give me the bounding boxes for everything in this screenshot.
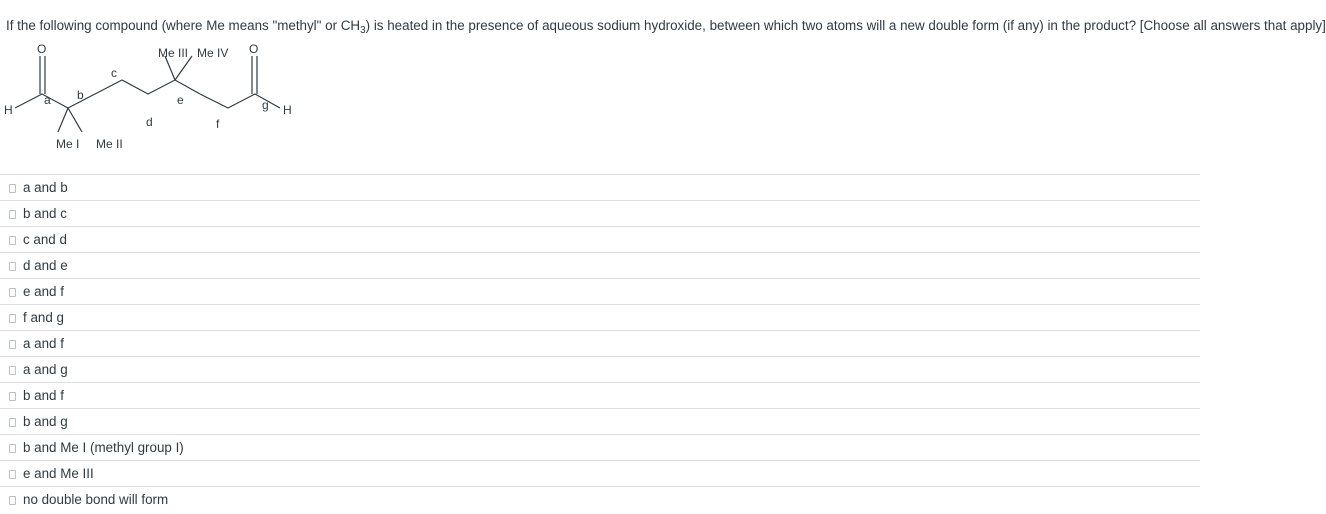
methyl-1-label: Me I — [56, 137, 80, 151]
answer-option[interactable] — [0, 252, 1200, 278]
answer-option[interactable] — [0, 226, 1200, 252]
checkbox-icon[interactable] — [9, 496, 16, 505]
carbon-chain-left — [15, 80, 200, 108]
answer-label[interactable]: b and c — [23, 206, 67, 221]
atom-d-label: d — [146, 115, 153, 129]
oxygen-left-label: O — [37, 42, 47, 56]
atom-e-label: e — [177, 93, 184, 107]
answer-label[interactable]: no double bond will form — [23, 492, 169, 507]
atom-f-label: f — [216, 117, 220, 131]
checkbox-icon[interactable] — [9, 236, 16, 245]
checkbox-icon[interactable] — [9, 470, 16, 479]
methyl-bond-me-1 — [58, 108, 68, 132]
answer-option[interactable] — [0, 460, 1200, 486]
answer-label[interactable]: b and Me I (methyl group I) — [23, 440, 184, 455]
methyl-3-label: Me III — [158, 46, 189, 60]
answer-option[interactable] — [0, 304, 1200, 330]
answer-label[interactable]: d and e — [23, 258, 68, 273]
answer-list — [0, 174, 1200, 512]
answer-label[interactable]: e and f — [23, 284, 64, 299]
compound-structure — [0, 40, 310, 160]
question-subscript: 3 — [360, 25, 366, 36]
answer-option[interactable] — [0, 200, 1200, 226]
atom-c-label: c — [111, 66, 117, 80]
checkbox-icon[interactable] — [9, 444, 16, 453]
checkbox-icon[interactable] — [9, 262, 16, 271]
methyl-bond-me-2 — [68, 108, 82, 132]
answer-option[interactable] — [0, 356, 1200, 382]
checkbox-icon[interactable] — [9, 366, 16, 375]
answer-option[interactable] — [0, 486, 1200, 512]
answer-label[interactable]: b and f — [23, 388, 64, 403]
checkbox-icon[interactable] — [9, 314, 16, 323]
question-text-part-2: ) is heated in the presence of aqueous sodium hydroxide, between which two atoms will a new double form (if any) in the product? [Choose all answers that apply] — [365, 18, 1326, 33]
checkbox-icon[interactable] — [9, 288, 16, 297]
checkbox-icon[interactable] — [9, 392, 16, 401]
checkbox-icon[interactable] — [9, 210, 16, 219]
answer-label[interactable]: f and g — [23, 310, 64, 325]
question-text-part-1: If the following compound (where Me means "methyl" or CH — [6, 18, 361, 33]
atom-b-label: b — [77, 88, 84, 102]
hydrogen-left-label: H — [4, 103, 13, 117]
question-text — [6, 17, 1326, 36]
checkbox-icon[interactable] — [9, 184, 16, 193]
answer-label[interactable]: b and g — [23, 414, 68, 429]
answer-label[interactable]: a and b — [23, 180, 68, 195]
answer-option[interactable] — [0, 408, 1200, 434]
answer-label[interactable]: e and Me III — [23, 466, 94, 481]
atom-a-label: a — [44, 93, 51, 107]
oxygen-right-label: O — [249, 42, 259, 56]
answer-label[interactable]: c and d — [23, 232, 67, 247]
checkbox-icon[interactable] — [9, 418, 16, 427]
hydrogen-right-label: H — [283, 103, 292, 117]
methyl-2-label: Me II — [96, 137, 123, 151]
answer-option[interactable] — [0, 278, 1200, 304]
answer-option[interactable] — [0, 174, 1200, 200]
methyl-4-label: Me IV — [197, 46, 229, 60]
atom-g-label: g — [262, 98, 269, 112]
answer-option[interactable] — [0, 382, 1200, 408]
answer-label[interactable]: a and f — [23, 336, 64, 351]
checkbox-icon[interactable] — [9, 340, 16, 349]
answer-option[interactable] — [0, 434, 1200, 460]
answer-option[interactable] — [0, 330, 1200, 356]
answer-label[interactable]: a and g — [23, 362, 68, 377]
